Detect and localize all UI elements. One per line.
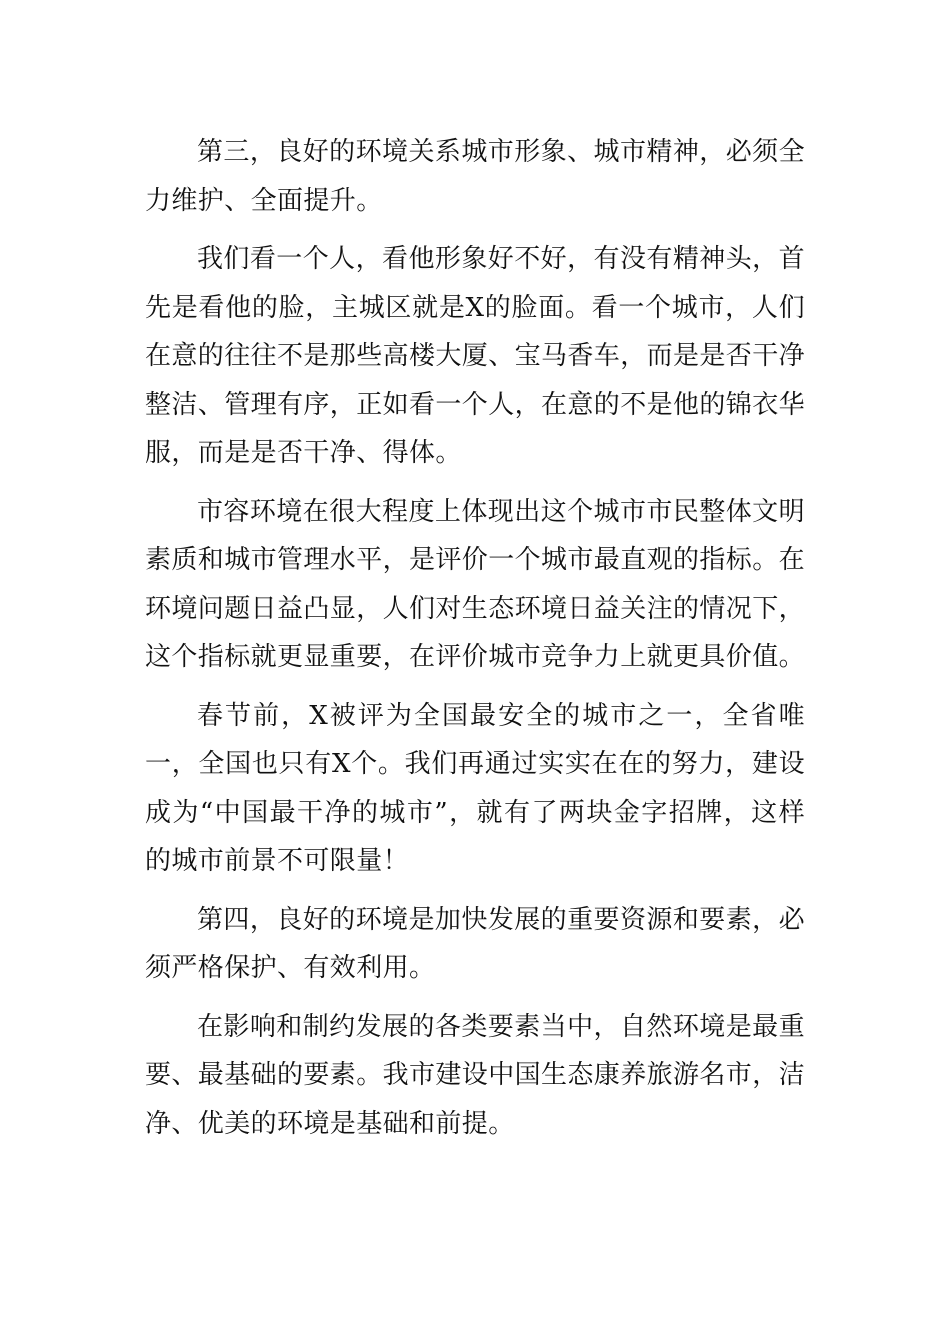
paragraph-natural-environment: 在影响和制约发展的各类要素当中，自然环境是最重要、最基础的要素。我市建设中国生态康养旅游名市，洁净、优美的环境是基础和前提。: [145, 1011, 806, 1139]
paragraph-spring-festival: 春节前，X被评为全国最安全的城市之一，全省唯一，全国也只有X个。我们再通过实实在在的努力，建设成为“中国最干净的城市”，就有了两块金字招牌，这样的城市前景不可限量！: [145, 700, 805, 876]
paragraph-city-face: 我们看一个人，看他形象好不好，有没有精神头，首先是看他的脸，主城区就是X的脸面。看一个城市，人们在意的往往不是那些高楼大厦、宝马香车，而是是否干净整洁、管理有序，正如看一个人，在意的不是他的锦衣华服，而是是否干净、得体。: [145, 244, 806, 468]
paragraph-point-three: 第三，良好的环境关系城市形象、城市精神，必须全力维护、全面提升。: [145, 137, 805, 216]
document-body: [145, 128, 805, 1148]
paragraph-point-four: 第四，良好的环境是加快发展的重要资源和要素，必须严格保护、有效利用。: [145, 904, 805, 983]
paragraph-city-appearance: 市容环境在很大程度上体现出这个城市市民整体文明素质和城市管理水平，是评价一个城市最直观的指标。在环境问题日益凸显，人们对生态环境日益关注的情况下，这个指标就更显重要，在评价城市竞争力上就更具价值。: [145, 496, 806, 672]
